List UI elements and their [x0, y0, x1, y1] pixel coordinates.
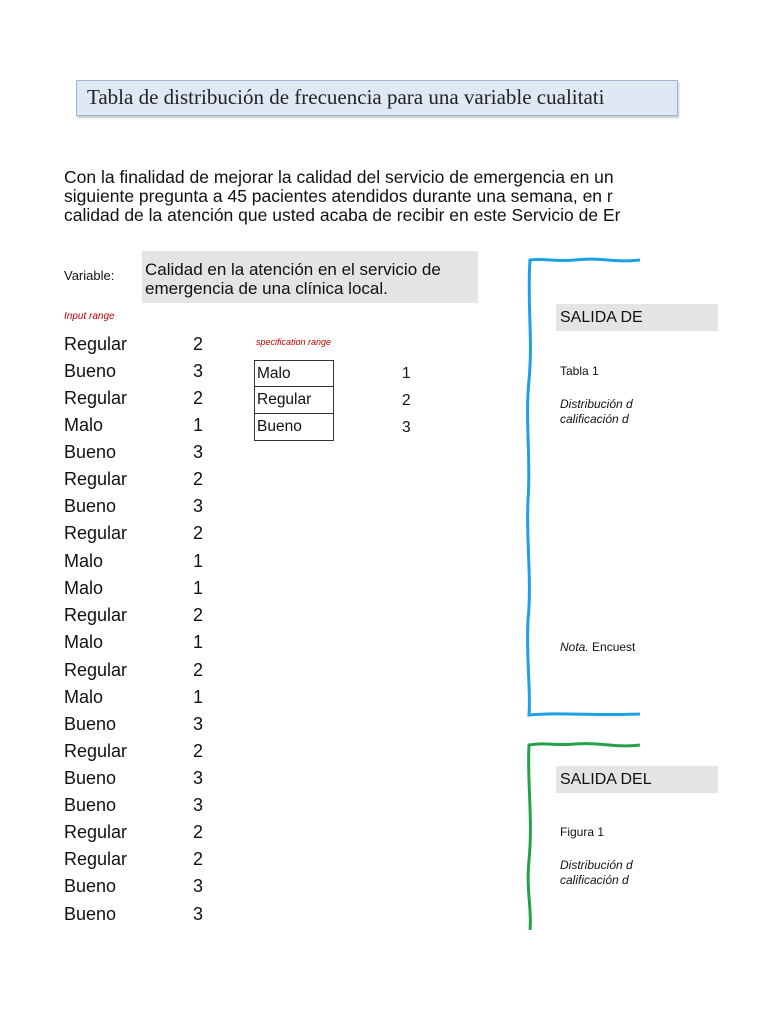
page-title: Tabla de distribución de frecuencia para una variable cualitati	[87, 85, 605, 109]
variable-label: Variable:	[64, 268, 115, 283]
data-label: Malo	[64, 632, 104, 652]
spec-code: 2	[402, 392, 411, 409]
figure-output-header-text: SALIDA DEL	[560, 771, 652, 788]
data-code: 2	[193, 660, 204, 680]
data-code: 2	[193, 469, 204, 489]
figure-description-line: calificación d	[560, 873, 629, 887]
data-code: 3	[193, 795, 204, 815]
data-label: Bueno	[64, 876, 117, 896]
spec-label: Bueno	[254, 414, 334, 441]
table-caption: Tabla 1	[560, 364, 599, 378]
note-label: Nota.	[560, 640, 589, 654]
figure-output-header	[556, 766, 718, 793]
data-code: 3	[193, 904, 204, 924]
data-code: 1	[193, 632, 204, 652]
data-code: 1	[193, 551, 204, 571]
data-code: 3	[193, 496, 204, 516]
data-label: Bueno	[64, 714, 117, 734]
data-label: Malo	[64, 578, 104, 598]
table-note	[560, 640, 639, 654]
data-label: Regular	[64, 741, 128, 761]
data-code: 1	[193, 415, 204, 435]
input-range-label: Input range	[64, 311, 115, 322]
spec-code: 1	[402, 365, 411, 382]
data-code: 2	[193, 334, 204, 354]
data-code: 3	[193, 876, 204, 896]
data-label: Regular	[64, 334, 128, 354]
data-label: Malo	[64, 415, 104, 435]
table-description-line: calificación d	[560, 412, 629, 426]
spec-code: 3	[402, 419, 411, 436]
figure-caption: Figura 1	[560, 825, 605, 839]
table-description-line: Distribución d	[560, 397, 633, 411]
data-label: Bueno	[64, 904, 117, 924]
data-label: Bueno	[64, 361, 117, 381]
data-label: Regular	[64, 822, 128, 842]
data-code: 2	[193, 523, 204, 543]
data-code: 2	[193, 741, 204, 761]
data-code: 3	[193, 361, 204, 381]
data-code: 3	[193, 768, 204, 788]
table-output-header	[556, 304, 718, 331]
data-code: 2	[193, 822, 204, 842]
figure-description-line: Distribución d	[560, 858, 633, 872]
data-label: Bueno	[64, 795, 117, 815]
intro-line: siguiente pregunta a 45 pacientes atendidos durante una semana, en r	[64, 186, 613, 206]
specification-range-label: specification range	[256, 337, 332, 347]
data-code: 1	[193, 578, 204, 598]
data-label: Bueno	[64, 442, 117, 462]
data-code: 2	[193, 849, 204, 869]
variable-value: Calidad en la atención en el servicio de emergencia de una clínica local.	[145, 260, 441, 298]
data-code: 2	[193, 605, 204, 625]
data-label: Bueno	[64, 496, 117, 516]
data-label: Malo	[64, 551, 104, 571]
intro-line: calidad de la atención que usted acaba de recibir en este Servicio de Er	[64, 205, 621, 225]
intro-line: Con la finalidad de mejorar la calidad del servicio de emergencia en un	[64, 167, 614, 187]
data-label: Regular	[64, 660, 128, 680]
table-description	[560, 397, 639, 427]
data-label: Bueno	[64, 768, 117, 788]
data-label: Regular	[64, 388, 128, 408]
data-label: Regular	[64, 605, 128, 625]
figure-description	[560, 858, 639, 888]
data-label: Regular	[64, 849, 128, 869]
table-output-header-text: SALIDA DE	[560, 309, 643, 326]
data-code: 1	[193, 687, 204, 707]
spec-label: Regular	[254, 387, 334, 414]
data-label: Regular	[64, 469, 128, 489]
note-text: Encuest	[588, 640, 636, 654]
spec-label: Malo	[254, 360, 334, 387]
data-code: 3	[193, 714, 204, 734]
data-code: 2	[193, 388, 204, 408]
data-code: 3	[193, 442, 204, 462]
data-label: Malo	[64, 687, 104, 707]
data-label: Regular	[64, 523, 128, 543]
